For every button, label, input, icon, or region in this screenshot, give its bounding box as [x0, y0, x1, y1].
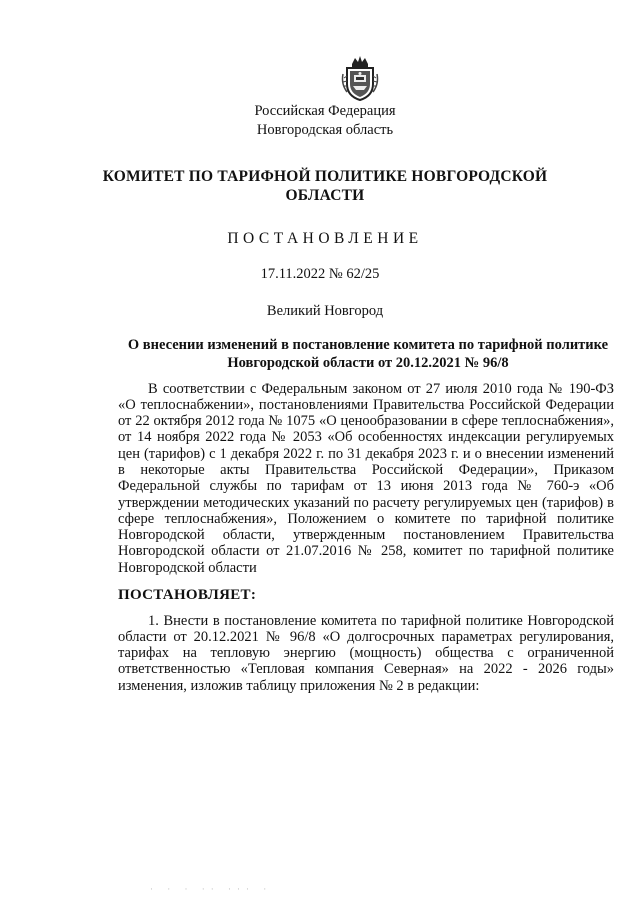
resolves-heading: ПОСТАНОВЛЯЕТ:	[118, 587, 257, 603]
preamble-paragraph: В соответствии с Федеральным законом от 27 июля 2010 года № 190-ФЗ «О теплоснабжении», постановлениями Правительства Российской Федерации от 22 октября 2012 года № 1075 «О ценообразовании в сфере теплоснабжения», от 14 ноября 2022 года № 2053 «Об особенностях индексации регулируемых цен (тарифов) с 1 декабря 2022 г. по 31 декабря 2023 г. и о внесении изменений в некоторые акты Правительства Российской Федерации», Приказом Федеральной службы по тарифам от 13 июня 2013 года № 760-э «Об утверждении методических указаний по расчету регулируемых цен (тарифов) в сфере теплоснабжения», Положением о комитете по тарифной политике Новгородской области, утвержденным постановлением Правительства Новгородской области от 21.07.2016 № 258, комитет по тарифной политике Новгородской области	[118, 380, 614, 576]
header-country: Российская Федерация	[254, 103, 396, 119]
subject-line1: О внесении изменений в постановление комитета по тарифной политике	[127, 337, 609, 353]
scan-artifact: · · · ·· ··· ·	[150, 884, 273, 894]
document-city: Великий Новгород	[266, 303, 384, 319]
item1-paragraph: 1. Внести в постановление комитета по тарифной политике Новгородской области от 20.12.2021 № 96/8 «О долгосрочных параметрах регулирования, тарифах на тепловую энергию (мощность) общества с ограниченной ответственностью «Тепловая компания Северная» на 2022 - 2026 годы» изменения, изложив таблицу приложения № 2 в редакции:	[118, 612, 614, 694]
document-date-number: 17.11.2022 № 62/25	[260, 266, 380, 282]
committee-title-line2: ОБЛАСТИ	[285, 187, 365, 204]
coat-of-arms-icon	[339, 54, 381, 102]
committee-title-line1: КОМИТЕТ ПО ТАРИФНОЙ ПОЛИТИКЕ НОВГОРОДСКОЙ	[102, 168, 548, 185]
header-region: Новгородская область	[256, 122, 394, 138]
document-type: ПОСТАНОВЛЕНИЕ	[227, 230, 423, 247]
subject-line2: Новгородской области от 20.12.2021 № 96/8	[227, 355, 509, 371]
